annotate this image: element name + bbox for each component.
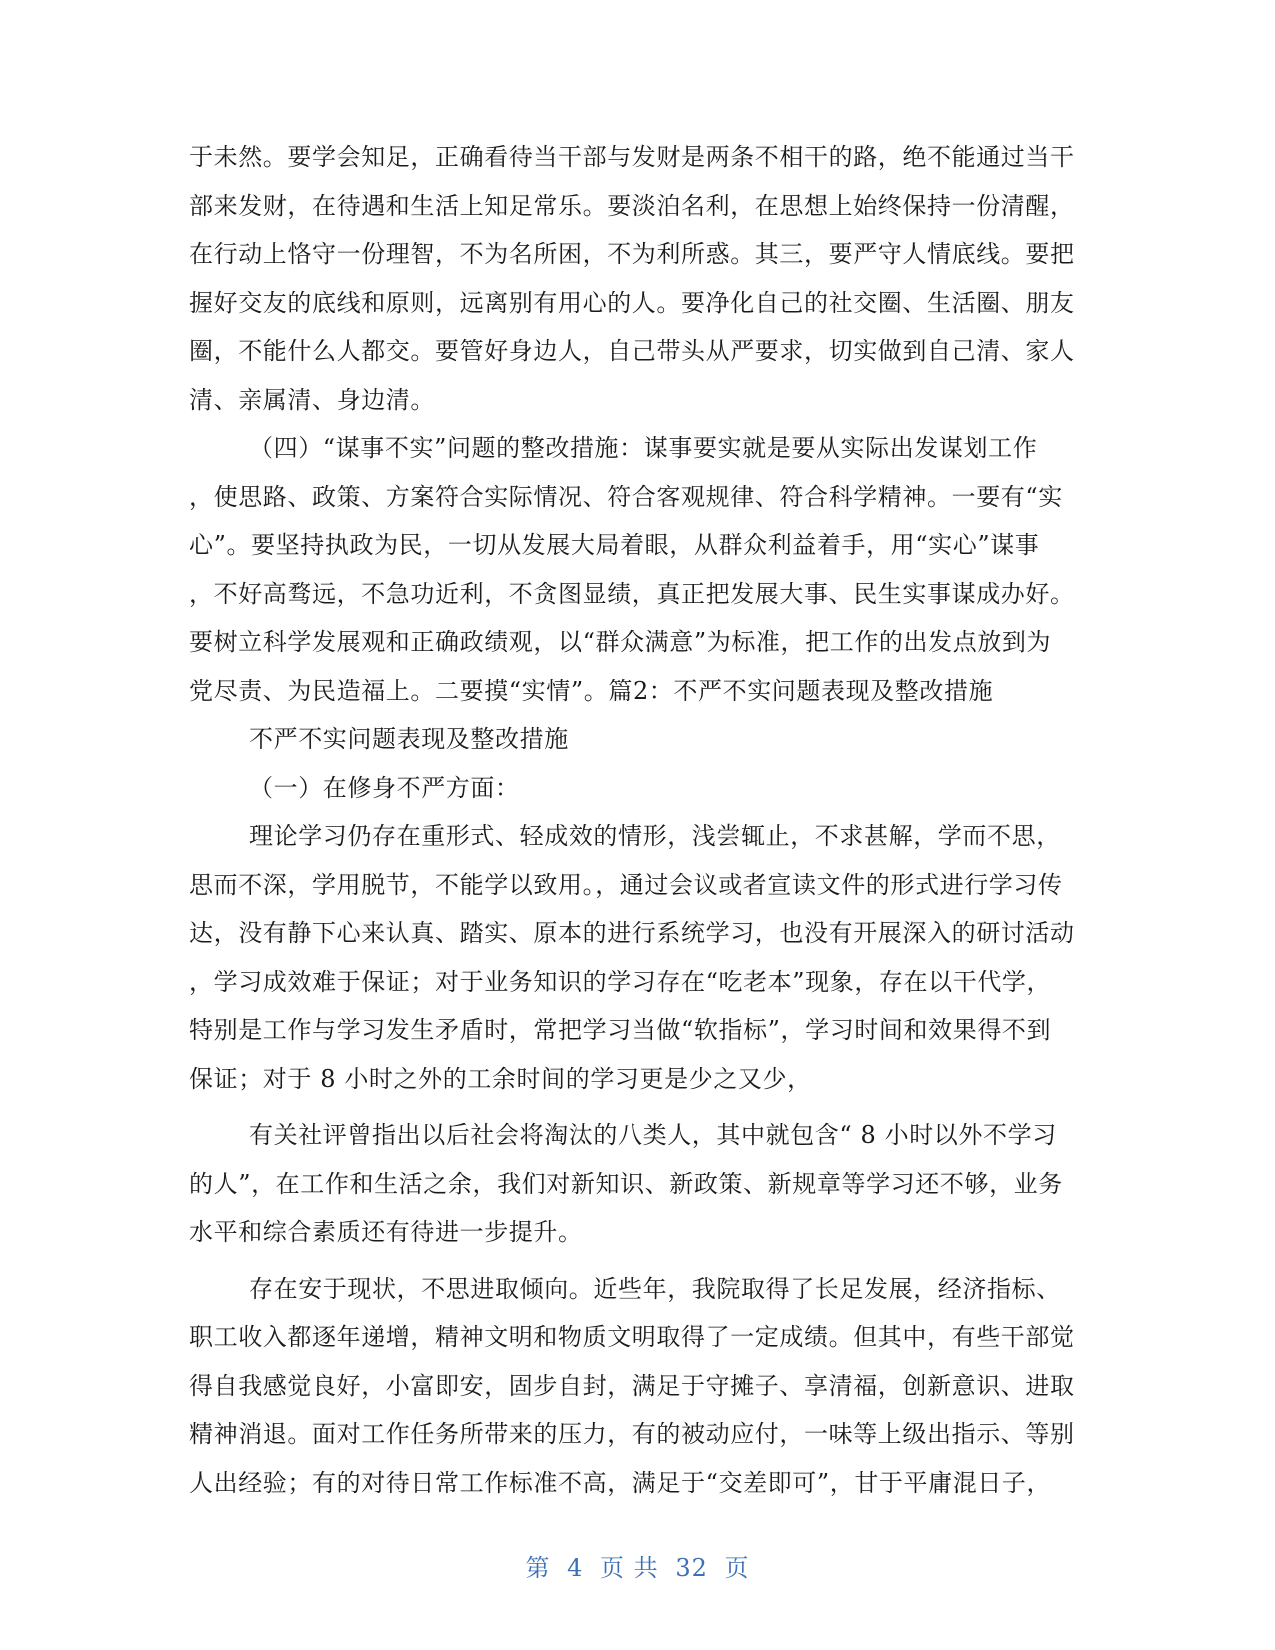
- text-line: 有关社评曾指出以后社会将淘汰的八类人，其中就包含“ 8 小时以外不学习: [249, 1121, 1057, 1149]
- text-line: 得自我感觉良好，小富即安，固步自封，满足于守摊子、享清福，创新意识、进取: [189, 1371, 1075, 1400]
- text-line: 握好交友的底线和原则，远离别有用心的人。要净化自己的社交圈、生活圈、朋友: [189, 288, 1075, 317]
- text-line: 特别是工作与学习发生矛盾时，常把学习当做“软指标”，学习时间和效果得不到: [189, 1016, 1052, 1044]
- footer-middle: 页 共: [600, 1554, 659, 1582]
- text-line: 部来发财，在待遇和生活上知足常乐。要淡泊名利，在思想上始终保持一份清醒，: [189, 191, 1075, 220]
- text-line: ，学习成效难于保证；对于业务知识的学习存在“吃老本”现象，存在以干代学，: [189, 967, 1052, 996]
- text-line: 达，没有静下心来认真、踏实、原本的进行系统学习，也没有开展深入的研讨活动: [189, 919, 1075, 947]
- text-line: 于未然。要学会知足，正确看待当干部与发财是两条不相干的路，绝不能通过当干: [189, 143, 1075, 171]
- text-line: 存在安于现状，不思进取倾向。近些年，我院取得了长足发展，经济指标、: [249, 1274, 1061, 1303]
- page-footer: [0, 1548, 1275, 1583]
- text-line: 理论学习仍存在重形式、轻成效的情形，浅尝辄止，不求甚解，学而不思，: [249, 822, 1061, 850]
- text-line: 清、亲属清、身边清。: [189, 385, 435, 414]
- text-line: （四）“谋事不实”问题的整改措施：谋事要实就是要从实际出发谋划工作: [249, 434, 1038, 462]
- current-page-number: 4: [567, 1554, 584, 1582]
- section-heading: 不严不实问题表现及整改措施: [249, 725, 569, 753]
- text-line: 在行动上恪守一份理智，不为名所困，不为利所惑。其三，要严守人情底线。要把: [189, 240, 1075, 268]
- text-line: 圈，不能什么人都交。要管好身边人，自己带头从严要求，切实做到自己清、家人: [189, 337, 1075, 365]
- text-line: ，使思路、政策、方案符合实际情况、符合客观规律、符合科学精神。一要有“实: [189, 482, 1063, 511]
- subsection-heading: （一）在修身不严方面：: [249, 773, 520, 802]
- document-body: [189, 133, 1085, 1507]
- footer-suffix: 页: [724, 1554, 750, 1582]
- text-line: 思而不深，学用脱节，不能学以致用。，通过会议或者宣读文件的形式进行学习传: [189, 870, 1063, 899]
- text-line: ，不好高骛远，不急功近利，不贪图显绩，真正把发展大事、民生实事谋成办好。: [189, 579, 1075, 608]
- text-line: 人出经验；有的对待日常工作标准不高，满足于“交差即可”，甘于平庸混日子，: [189, 1468, 1052, 1497]
- total-pages-number: 32: [675, 1554, 708, 1582]
- text-line: 保证；对于 8 小时之外的工余时间的学习更是少之又少，: [189, 1064, 812, 1093]
- text-line: 的人”，在工作和生活之余，我们对新知识、新政策、新规章等学习还不够，业务: [189, 1169, 1063, 1198]
- text-line: 党尽责、为民造福上。二要摸“实情”。篇2：不严不实问题表现及整改措施: [189, 676, 994, 705]
- text-line: 精神消退。面对工作任务所带来的压力，有的被动应付，一味等上级出指示、等别: [189, 1420, 1075, 1448]
- text-line: 水平和综合素质还有待进一步提升。: [189, 1218, 583, 1246]
- text-line: 心”。要坚持执政为民，一切从发展大局着眼，从群众利益着手，用“实心”谋事: [189, 531, 1040, 559]
- text-line: 要树立科学发展观和正确政绩观，以“群众满意”为标准，把工作的出发点放到为: [189, 628, 1052, 656]
- text-line: 职工收入都逐年递增，精神文明和物质文明取得了一定成绩。但其中，有些干部觉: [189, 1323, 1075, 1351]
- footer-prefix: 第: [525, 1554, 551, 1582]
